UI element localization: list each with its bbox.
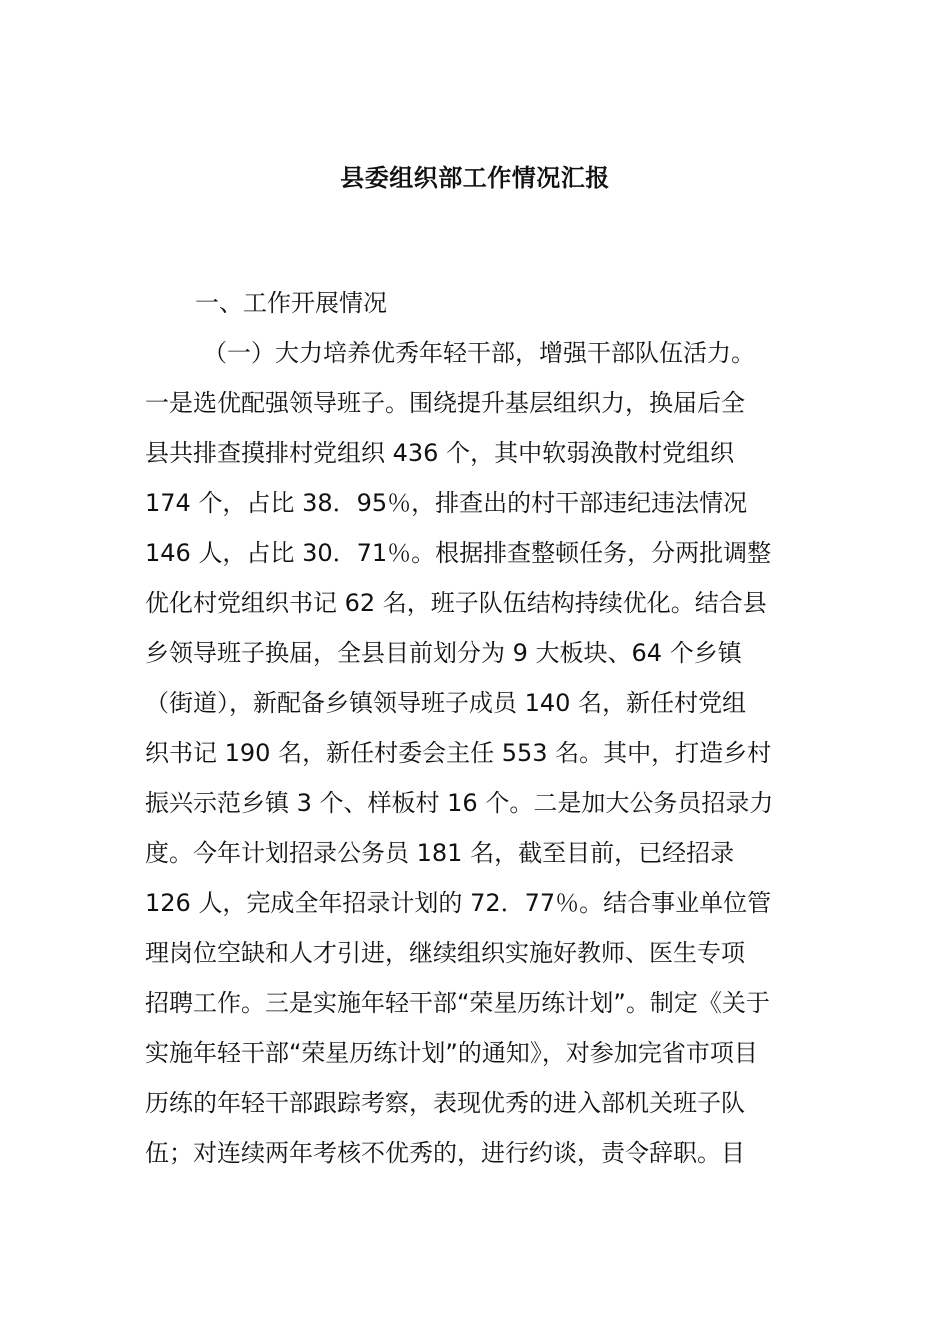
body-line: 历练的年轻干部跟踪考察，表现优秀的进入部机关班子队 [145, 1089, 745, 1117]
document-body [145, 328, 810, 1178]
body-line: 实施年轻干部“荣星历练计划”的通知》，对参加完省市项目 [145, 1039, 758, 1067]
body-line: 振兴示范乡镇 3 个、样板村 16 个。二是加大公务员招录力 [145, 789, 774, 817]
body-line: （一）大力培养优秀年轻干部，增强干部队伍活力。 [203, 339, 755, 367]
body-line: 126 人，完成全年招录计划的 72．77％。结合事业单位管 [145, 889, 772, 917]
body-line: 度。今年计划招录公务员 181 名，截至目前，已经招录 [145, 839, 735, 867]
body-line: 伍；对连续两年考核不优秀的，进行约谈，责令辞职。目 [145, 1139, 745, 1167]
body-line: 招聘工作。三是实施年轻干部“荣星历练计划”。制定《关于 [145, 989, 770, 1017]
body-line: 174 个，占比 38．95％，排查出的村干部违纪违法情况 [145, 489, 748, 517]
body-line: （街道），新配备乡镇领导班子成员 140 名，新任村党组 [145, 689, 747, 717]
body-line: 乡领导班子换届，全县目前划分为 9 大板块、64 个乡镇 [145, 639, 742, 667]
body-line: 一是选优配强领导班子。围绕提升基层组织力，换届后全 [145, 389, 745, 417]
document-title: 县委组织部工作情况汇报 [340, 164, 610, 192]
body-line: 146 人，占比 30．71％。根据排查整顿任务，分两批调整 [145, 539, 772, 567]
body-line: 织书记 190 名，新任村委会主任 553 名。其中，打造乡村 [145, 739, 772, 767]
body-line: 理岗位空缺和人才引进，继续组织实施好教师、医生专项 [145, 939, 745, 967]
body-line: 县共排查摸排村党组织 436 个，其中软弱涣散村党组织 [145, 439, 735, 467]
body-line: 优化村党组织书记 62 名，班子队伍结构持续优化。结合县 [145, 589, 767, 617]
section-heading: 一、工作开展情况 [195, 289, 387, 317]
